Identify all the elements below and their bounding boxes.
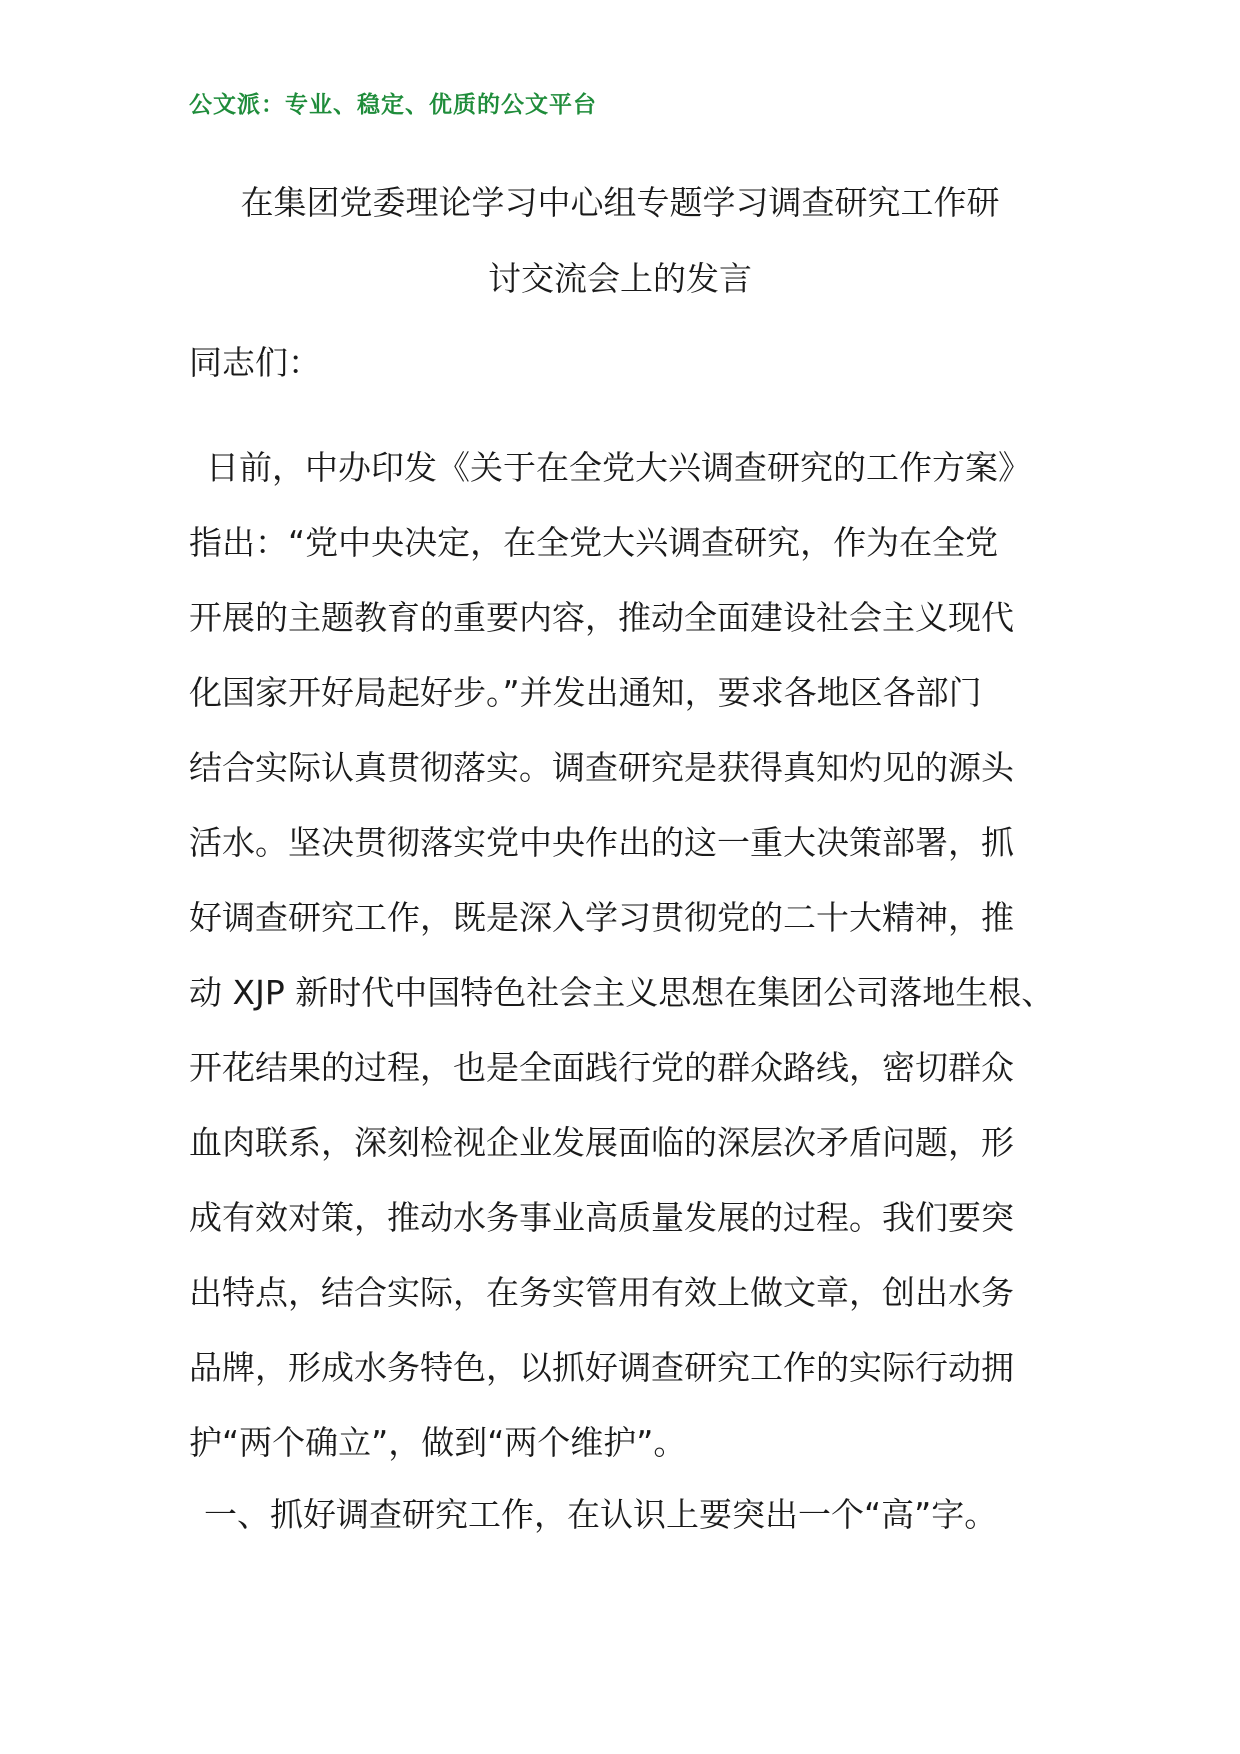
paragraph-line: 活水。坚决贯彻落实党中央作出的这一重大决策部署，抓 <box>189 823 1014 862</box>
paragraph-line: 结合实际认真贯彻落实。调查研究是获得真知灼见的源头 <box>189 748 1014 787</box>
paragraph-line: 好调查研究工作，既是深入学习贯彻党的二十大精神，推 <box>189 898 1014 937</box>
paragraph-line: 品牌，形成水务特色，以抓好调查研究工作的实际行动拥 <box>189 1348 1014 1387</box>
paragraph-line: 出特点，结合实际，在务实管用有效上做文章，创出水务 <box>189 1273 1014 1312</box>
paragraph-line: 护“两个确立”，做到“两个维护”。 <box>189 1423 687 1462</box>
header-brand: 公文派：专业、稳定、优质的公文平台 <box>189 92 597 118</box>
paragraph-line: 开花结果的过程，也是全面践行党的群众路线，密切群众 <box>189 1048 1014 1087</box>
paragraph-line: 成有效对策，推动水务事业高质量发展的过程。我们要突 <box>189 1198 1014 1237</box>
section-heading-1: 一、抓好调查研究工作，在认识上要突出一个“高”字。 <box>204 1495 998 1534</box>
title-line-1: 在集团党委理论学习中心组专题学习调查研究工作研 <box>240 183 1000 222</box>
title-line-2: 讨交流会上的发言 <box>488 259 752 298</box>
document-title <box>189 165 1051 317</box>
paragraph-line: 血肉联系，深刻检视企业发展面临的深层次矛盾问题，形 <box>189 1123 1014 1162</box>
paragraph-line: 指出：“党中央决定，在全党大兴调查研究，作为在全党 <box>189 523 999 562</box>
paragraph-1 <box>189 430 1055 1480</box>
paragraph-line: 动 XJP 新时代中国特色社会主义思想在集团公司落地生根、 <box>189 973 1055 1012</box>
paragraph-line: 化国家开好局起好步。”并发出通知，要求各地区各部门 <box>189 673 982 712</box>
salutation: 同志们： <box>189 343 321 382</box>
paragraph-line: 日前，中办印发《关于在全党大兴调查研究的工作方案》 <box>206 448 1031 487</box>
paragraph-line: 开展的主题教育的重要内容，推动全面建设社会主义现代 <box>189 598 1014 637</box>
